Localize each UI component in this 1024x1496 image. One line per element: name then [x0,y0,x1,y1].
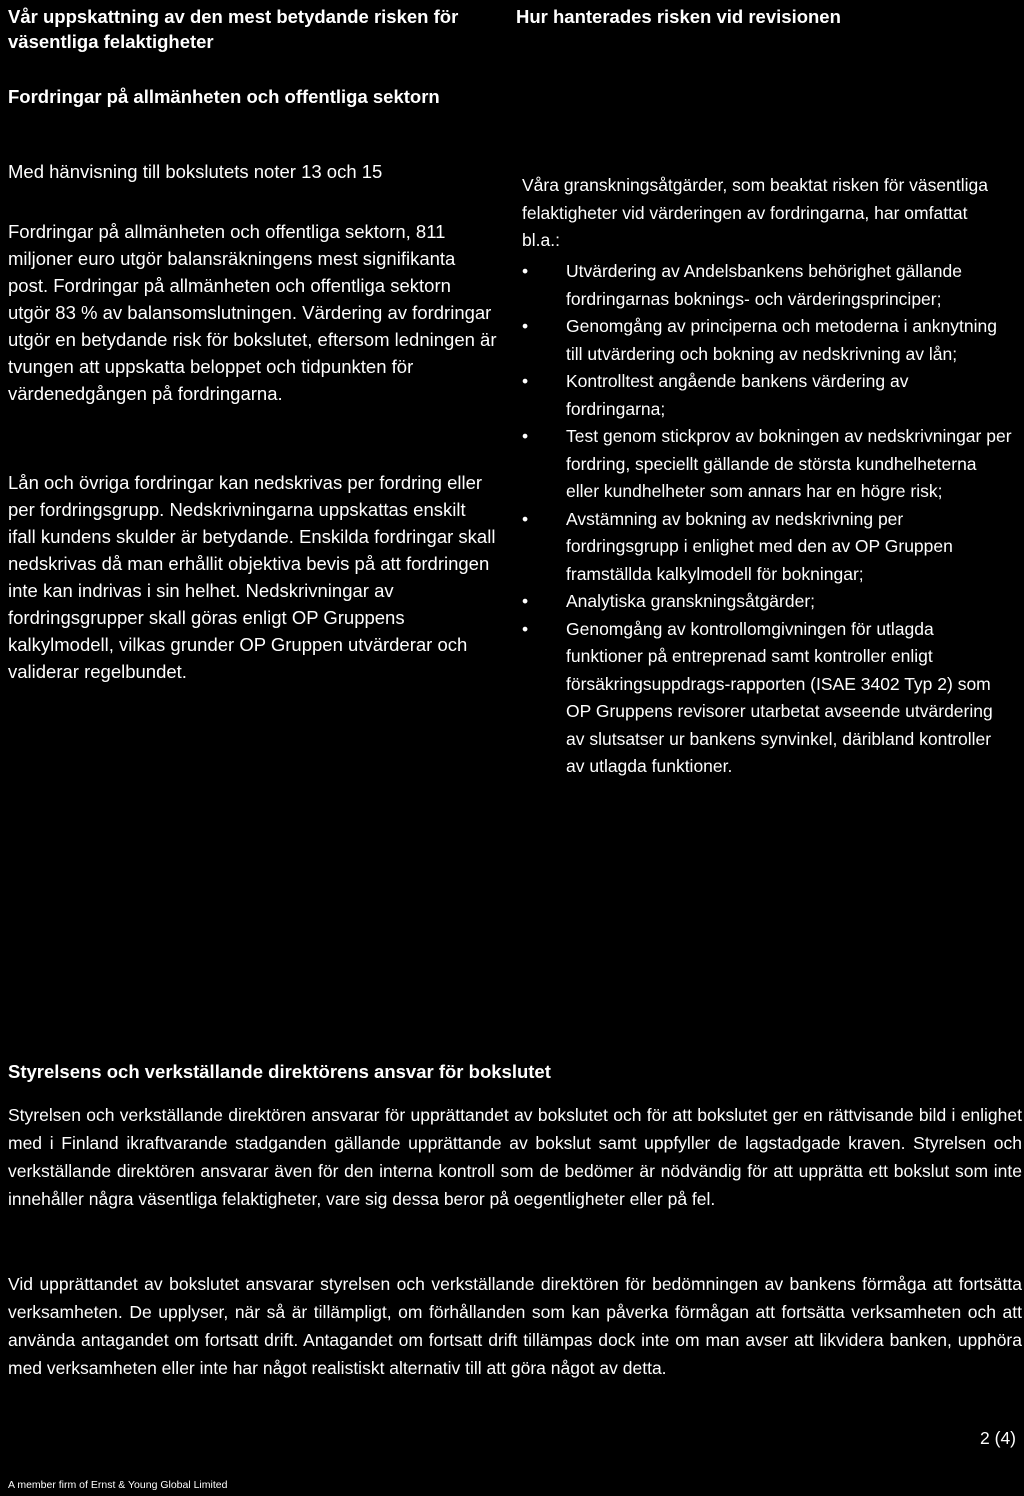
audit-procedures-list [522,258,1012,781]
left-paragraph-3: Lån och övriga fordringar kan nedskrivas per fordring eller per fordringsgrupp. Nedskrivningarna uppskattas enskilt ifall kundens skulder är betydande. Enskilda fordringar skall nedskrivas då man erhållit objektiva bevis på att fordringen inte kan indrivas i sin helhet. Nedskrivningar av fordringsgrupper skall göras enligt OP Gruppens kalkylmodell, vilkas grunder OP Gruppen utvärderar och validerar regelbundet. [8,472,496,682]
list-item: • Avstämning av bokning av nedskrivning per fordringsgrupp i enlighet med den av OP Gruppen framställda kalkylmodell för bokningar; [522,506,1012,589]
bullet-icon: • [522,591,529,611]
list-item: • Genomgång av principerna och metoderna i anknytning till utvärdering och bokning av nedskrivning av lån; [522,313,1012,368]
footer-text: A member firm of Ernst & Young Global Limited [8,1479,228,1491]
left-paragraph-1: Med hänvisning till bokslutets noter 13 och 15 [8,161,383,182]
section-title: Styrelsens och verkställande direktörens ansvar för bokslutet [8,1061,551,1082]
section-paragraph-1: Styrelsen och verkställande direktören ansvarar för upprättandet av bokslutet och för att bokslutet ger en rättvisande bild i enlighet med i Finland ikraftvarande stadganden gällande upprättande av bokslut samt uppfyller de lagstadgade kraven. Styrelsen och verkställande direktören ansvarar även för den interna kontroll som de bedömer är nödvändig för att upprätta ett bokslut som inte innehåller några väsentliga felaktigheter, vare sig dessa beror på oegentligheter eller på fel. [8,1105,1022,1209]
risk-title: Fordringar på allmänheten och offentliga sektorn [8,86,440,107]
list-item: • Test genom stickprov av bokningen av nedskrivningar per fordring, speciellt gällande de största kundhelheterna eller kundhelheter som annars har en högre risk; [522,423,1012,506]
right-column-header: Hur hanterades risken vid revisionen [516,6,841,27]
left-paragraph-2: Fordringar på allmänheten och offentliga sektorn, 811 miljoner euro utgör balansräkningens mest signifikanta post. Fordringar på allmänheten och offentliga sektorn utgör 83 % av balansomslutningen. Värdering av fordringar utgör en betydande risk för bokslutet, eftersom ledningen är tvungen att uppskatta beloppet och tidpunkten för värdenedgången på fordringarna. [8,221,497,404]
bullet-icon: • [522,618,529,639]
right-intro: Våra granskningsåtgärder, som beaktat risken för väsentliga felaktigheter vid värderingen av fordringarna, har omfattat bl.a.: [522,175,988,250]
bullet-icon: • [522,371,529,391]
bullet-icon: • [522,508,529,529]
page-number: 2 (4) [980,1428,1016,1448]
bullet-icon: • [522,261,529,281]
list-item: • Genomgång av kontrollomgivningen för utlagda funktioner på entreprenad samt kontroller enligt försäkringsuppdrags-rapporten (ISAE 3402 Typ 2) som OP Gruppens revisorer utarbetat avseende utvärdering av slutsatser ur bankens synvinkel, däribland kontroller av utlagda funktioner. [522,616,1012,781]
section-paragraph-2: Vid upprättandet av bokslutet ansvarar styrelsen och verkställande direktören för bedömningen av bankens förmåga att fortsätta verksamheten. De upplyser, när så är tillämpligt, om förhållanden som kan påverka förmågan att fortsätta verksamheten och att använda antagandet om fortsatt drift. Antagandet om fortsatt drift tillämpas dock inte om man avser att likvidera banken, upphöra med verksamheten eller inte har något realistiskt alternativ till att göra något av detta. [8,1274,1022,1378]
list-item: • Kontrolltest angående bankens värdering av fordringarna; [522,368,1012,423]
bullet-icon: • [522,426,529,446]
list-item: • Analytiska granskningsåtgärder; [522,588,1012,616]
list-item: • Utvärdering av Andelsbankens behörighet gällande fordringarnas boknings- och värderingsprinciper; [522,258,1012,313]
left-column-header: Vår uppskattning av den mest betydande risken för väsentliga felaktigheter [8,6,459,52]
bullet-icon: • [522,316,529,336]
